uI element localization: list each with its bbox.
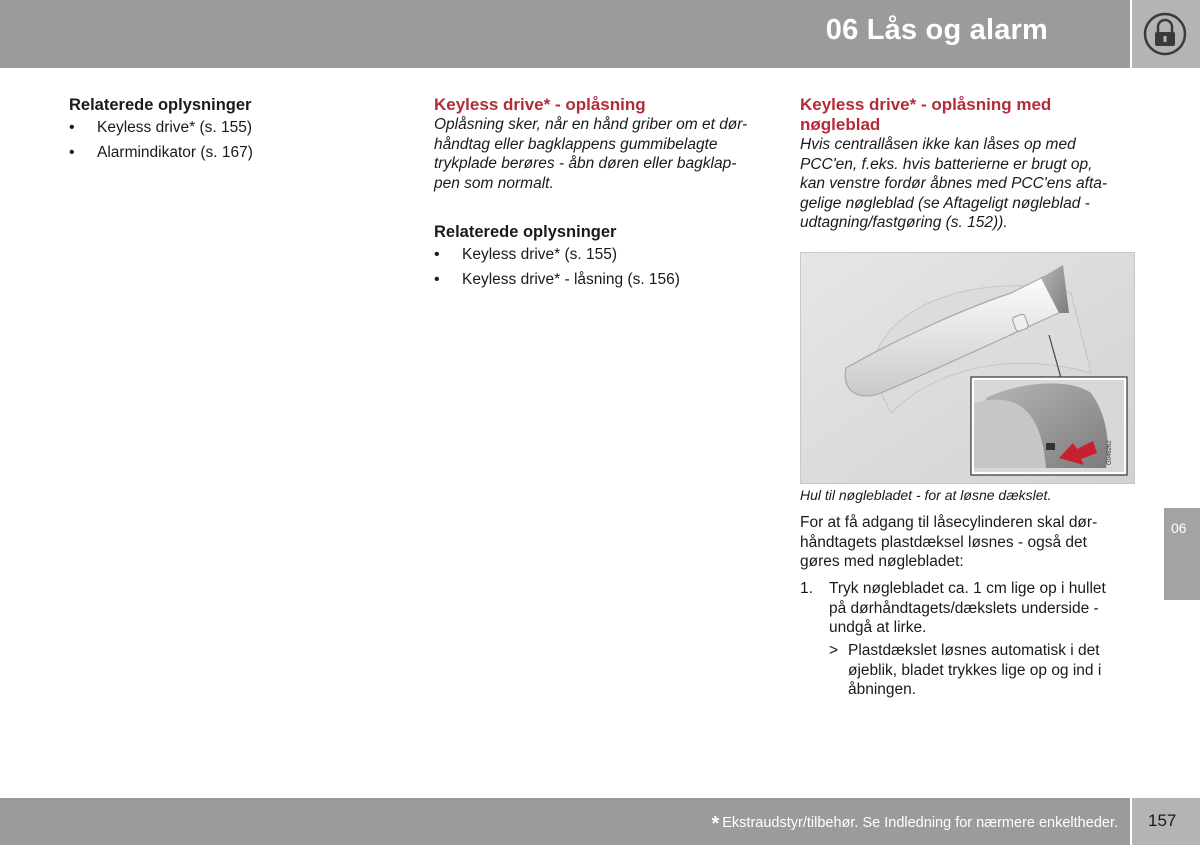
related-heading: Relaterede oplysninger <box>434 223 617 241</box>
related-heading: Relaterede oplysninger <box>69 96 252 114</box>
intro-line: Hvis centrallåsen ikke kan låses op med <box>800 136 1076 153</box>
intro-line: PCC'en, f.eks. hvis batterierne er brugt op, <box>800 155 1093 173</box>
intro-line: håndtag eller bagklappens gummibelagte <box>434 135 718 153</box>
chapter-tab[interactable] <box>1164 508 1200 600</box>
header-bar <box>0 0 1130 68</box>
door-handle-drawing <box>801 253 1134 483</box>
footnote-text: Ekstraudstyr/tilbehør. Se Indledning for nærmere enkeltheder. <box>722 815 1118 831</box>
footnote-star: * <box>711 813 720 835</box>
intro-line: pen som normalt. <box>434 174 554 192</box>
para-line: håndtagets plastdæksel løsnes - også det <box>800 533 1087 551</box>
page-number: 157 <box>1148 811 1177 830</box>
intro-line: kan venstre fordør åbnes med PCC'ens afta- <box>800 175 1108 192</box>
step-line: på dørhåndtagets/dækslets underside - <box>829 599 1099 617</box>
intro-line: Oplåsning sker, når en hånd griber om et dør- <box>434 116 748 133</box>
result-line: Plastdækslet løsnes automatisk i det <box>848 642 1100 659</box>
related-link[interactable]: • Alarmindikator (s. 167) <box>69 143 369 162</box>
step-line: Tryk nøglebladet ca. 1 cm lige op i hullet <box>829 580 1106 597</box>
figure-code: G046262 <box>1107 440 1113 465</box>
related-list <box>69 118 369 162</box>
door-handle-illustration <box>800 252 1135 484</box>
intro-line: trykplade berøres - åbn døren eller bagklap- <box>434 155 737 172</box>
column-keyless-unlock <box>434 95 764 295</box>
section-intro <box>800 135 1135 233</box>
result-marker: > <box>829 642 839 659</box>
related-list <box>434 245 764 289</box>
para-line: gøres med nøglebladet: <box>800 553 964 570</box>
para-line: For at få adgang til låsecylinderen skal dør- <box>800 514 1098 531</box>
related-link[interactable]: • Keyless drive* (s. 155) <box>434 245 764 264</box>
step-text <box>829 579 1129 638</box>
title-line: nøgleblad <box>800 115 881 134</box>
section-title <box>800 95 1135 135</box>
title-line: Keyless drive* - oplåsning med <box>800 95 1052 114</box>
result-line: åbningen. <box>848 681 917 698</box>
step-number: 1. <box>800 580 813 597</box>
chapter-tab-label: 06 <box>1171 520 1187 536</box>
lock-icon <box>1143 12 1187 56</box>
column-keyless-keyblade <box>800 95 1135 233</box>
figure-caption: Hul til nøglebladet - for at løsne dækslet. <box>800 487 1052 503</box>
intro-line: gelige nøgleblad (se Aftageligt nøgleblad - <box>800 194 1090 212</box>
step-line: undgå at lirke. <box>829 619 927 636</box>
result-text <box>848 641 1128 700</box>
body-paragraph <box>800 513 1130 572</box>
page-number-box <box>1132 798 1200 845</box>
result-line: øjeblik, bladet trykkes lige op og ind i <box>848 661 1102 679</box>
header-icon-box <box>1132 0 1200 68</box>
page-title: 06 Lås og alarm <box>825 14 1048 46</box>
section-title: Keyless drive* - oplåsning <box>434 95 646 114</box>
section-intro <box>434 115 764 193</box>
column-related-info <box>69 95 369 168</box>
footnote <box>711 813 1118 836</box>
related-link[interactable]: • Keyless drive* (s. 155) <box>69 118 369 137</box>
intro-line: udtagning/fastgøring (s. 152)). <box>800 214 1008 231</box>
footer-bar <box>0 798 1130 845</box>
related-link[interactable]: • Keyless drive* - låsning (s. 156) <box>434 270 764 289</box>
